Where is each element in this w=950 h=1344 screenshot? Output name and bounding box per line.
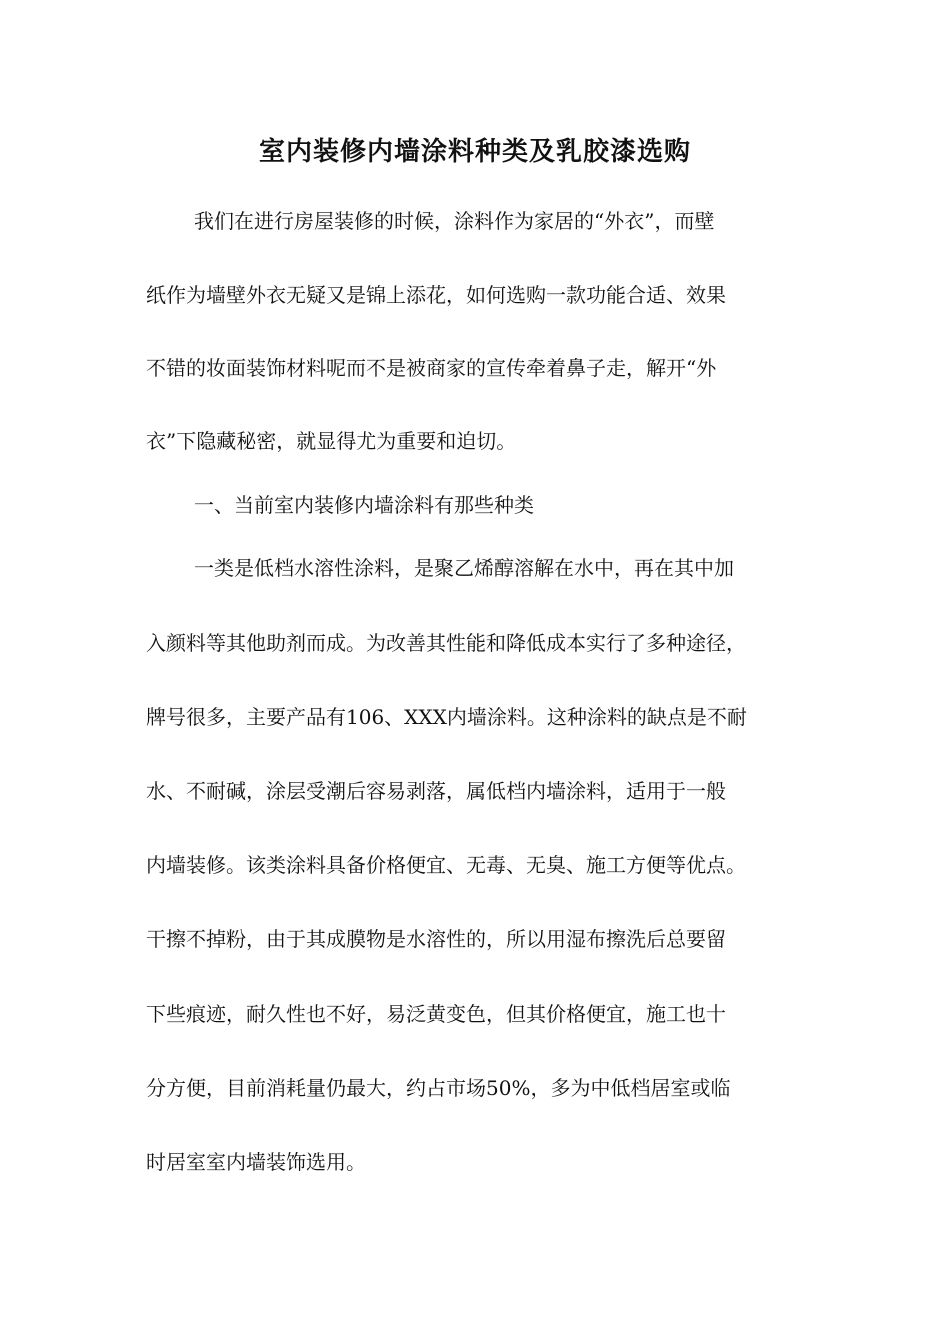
paragraph-2-line-9: 时居室室内墙装饰选用。 bbox=[146, 1150, 366, 1174]
paragraph-2-line-5: 内墙装修。该类涂料具备价格便宜、无毒、无臭、施工方便等优点。 bbox=[146, 853, 746, 877]
paragraph-1-line-4: 衣”下隐藏秘密，就显得尤为重要和迫切。 bbox=[146, 429, 517, 453]
paragraph-2-line-7: 下些痕迹，耐久性也不好，易泛黄变色，但其价格便宜，施工也十 bbox=[146, 1002, 726, 1026]
paragraph-2-line-2: 入颜料等其他助剂而成。为改善其性能和降低成本实行了多种途径， bbox=[146, 631, 746, 655]
document-title: 室内装修内墙涂料种类及乳胶漆选购 bbox=[258, 137, 691, 167]
paragraph-2-line-6: 干擦不掉粉，由于其成膜物是水溶性的，所以用湿布擦洗后总要留 bbox=[146, 927, 726, 951]
paragraph-2-line-1: 一类是低档水溶性涂料，是聚乙烯醇溶解在水中，再在其中加 bbox=[194, 556, 734, 580]
paragraph-2-line-4: 水、不耐碱，涂层受潮后容易剥落，属低档内墙涂料，适用于一般 bbox=[146, 779, 726, 803]
paragraph-1-line-1: 我们在进行房屋装修的时候，涂料作为家居的“外衣”，而壁 bbox=[194, 209, 715, 233]
paragraph-2-line-3: 牌号很多，主要产品有106、XXX内墙涂料。这种涂料的缺点是不耐 bbox=[146, 705, 747, 729]
paragraph-1-line-3: 不错的妆面装饰材料呢而不是被商家的宣传牵着鼻子走，解开“外 bbox=[146, 356, 717, 380]
paragraph-2-line-8: 分方便，目前消耗量仍最大，约占市场50%，多为中低档居室或临 bbox=[146, 1076, 731, 1100]
paragraph-1-line-2: 纸作为墙壁外衣无疑又是锦上添花，如何选购一款功能合适、效果 bbox=[146, 283, 726, 307]
section-heading: 一、当前室内装修内墙涂料有那些种类 bbox=[194, 493, 534, 517]
